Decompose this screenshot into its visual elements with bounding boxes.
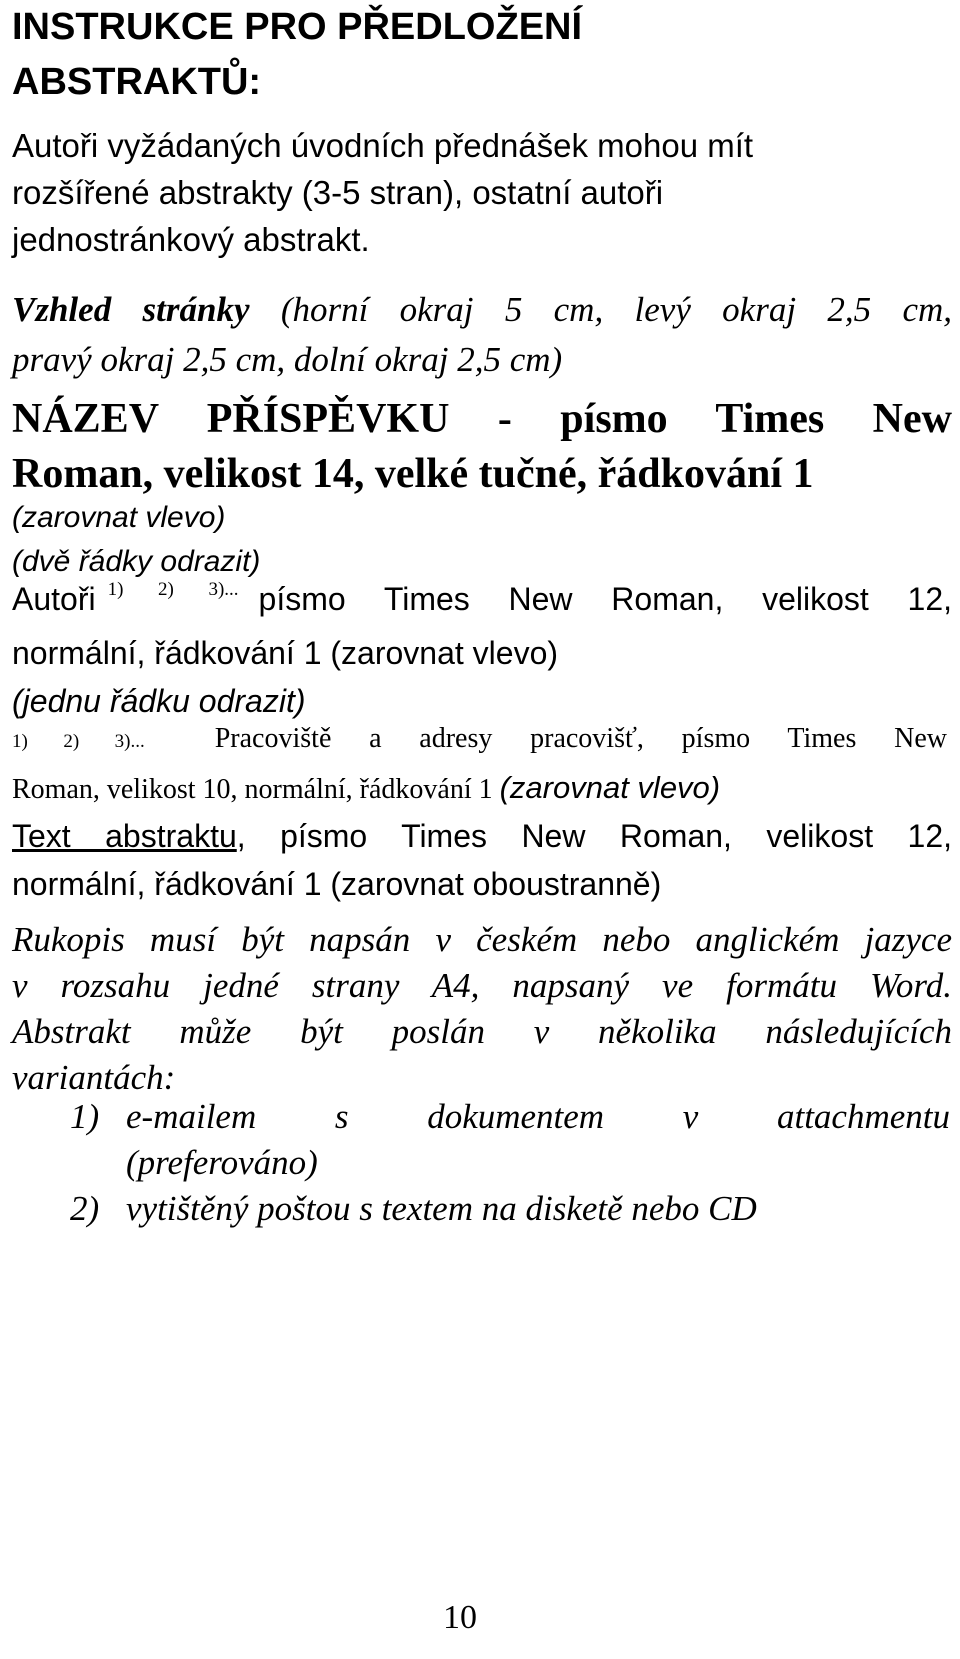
authors-superscript: 1) 2) 3)... xyxy=(107,579,239,600)
text-spec-line-1 xyxy=(12,812,952,860)
intro-line-2: rozšířené abstrakty (3-5 stran), ostatní autoři xyxy=(12,174,664,211)
authors-spec xyxy=(12,575,952,725)
manuscript-line-3: Abstrakt může být poslán v několika následujících xyxy=(12,1012,952,1051)
list-item-text-cont: (preferováno) xyxy=(126,1143,318,1182)
page-layout-line-2: pravý okraj 2,5 cm, dolní okraj 2,5 cm) xyxy=(12,340,563,379)
page-layout-line-1 xyxy=(12,285,952,335)
heading-line-1: INSTRUKCE PRO PŘEDLOŽENÍ xyxy=(12,6,583,48)
list-item-text: vytištěný poštou s textem na disketě nebo CD xyxy=(126,1189,757,1228)
manuscript-line-1: Rukopis musí být napsán v českém nebo anglickém jazyce xyxy=(12,920,952,959)
intro-paragraph xyxy=(12,122,942,263)
page-heading xyxy=(12,0,942,110)
intro-line-1: Autoři vyžádaných úvodních přednášek mohou mít xyxy=(12,127,754,164)
authors-line-1 xyxy=(12,575,952,629)
title-note-align: (zarovnat vlevo) xyxy=(12,501,226,534)
page-number: 10 xyxy=(443,1599,477,1636)
affiliation-font-spec: Roman, velikost 10, normální, řádkování 1 xyxy=(12,774,493,805)
authors-line-2: normální, řádkování 1 (zarovnat vlevo) xyxy=(12,635,559,671)
title-spec xyxy=(12,392,952,502)
intro-line-3: jednostránkový abstrakt. xyxy=(12,221,370,258)
list-item xyxy=(70,1094,950,1186)
authors-note: (jednu řádku odrazit) xyxy=(12,683,306,719)
text-spec xyxy=(12,812,952,908)
list-item xyxy=(70,1186,950,1232)
affiliation-superscript: 1) 2) 3)... xyxy=(12,731,145,752)
authors-label: Autoři xyxy=(12,581,96,617)
heading-line-2: ABSTRAKTŮ: xyxy=(12,61,262,103)
affiliation-text: Pracoviště a adresy pracovišť, písmo Times New xyxy=(214,723,947,754)
page-layout-spec xyxy=(12,285,952,385)
title-spec-line-1: NÁZEV PŘÍSPĚVKU - písmo Times New xyxy=(12,396,952,442)
affiliation-spec xyxy=(12,716,947,813)
list-item-number: 2) xyxy=(70,1189,100,1228)
page-layout-margins-1: (horní okraj 5 cm, levý okraj 2,5 cm, xyxy=(280,290,953,329)
text-spec-label: Text abstraktu xyxy=(12,818,237,854)
title-spec-line-2: Roman, velikost 14, velké tučné, řádkování 1 xyxy=(12,451,814,497)
manuscript-line-2: v rozsahu jedné strany A4, napsaný ve formátu Word. xyxy=(12,966,952,1005)
submission-variants xyxy=(70,1094,950,1232)
manuscript-line-4: variantách: xyxy=(12,1058,176,1097)
affiliation-line-1 xyxy=(12,716,947,765)
list-item-text: e-mailem s dokumentem v attachmentu xyxy=(126,1097,950,1136)
authors-font-spec: písmo Times New Roman, velikost 12, xyxy=(258,581,953,617)
list-item-number: 1) xyxy=(70,1097,100,1136)
page-layout-label: Vzhled stránky xyxy=(12,290,250,329)
affiliation-align-note: (zarovnat vlevo) xyxy=(499,770,721,805)
text-spec-line-2: normální, řádkování 1 (zarovnat oboustranně) xyxy=(12,866,662,902)
manuscript-paragraph xyxy=(12,917,952,1101)
text-spec-font: , písmo Times New Roman, velikost 12, xyxy=(236,818,952,854)
title-notes xyxy=(12,496,952,584)
title-note-spacing: (dvě řádky odrazit) xyxy=(12,545,261,578)
affiliation-line-2 xyxy=(12,765,947,813)
